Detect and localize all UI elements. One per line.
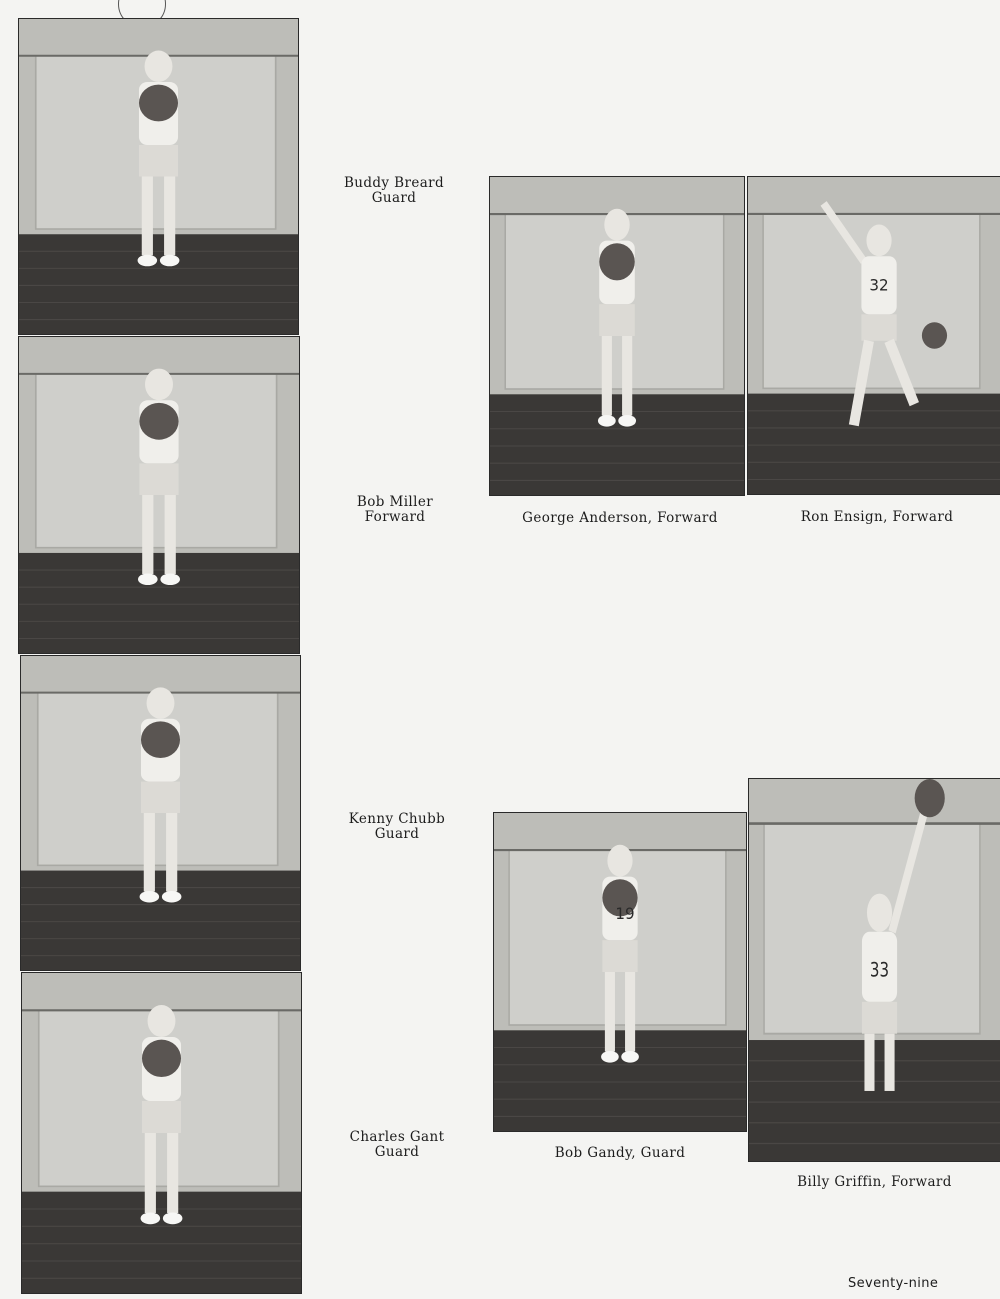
photo-scene (22, 973, 301, 1293)
head (148, 1005, 176, 1037)
left-leg (602, 336, 612, 416)
left-shoe (140, 891, 160, 903)
right-shoe (160, 255, 180, 267)
photo-scene (494, 813, 746, 1131)
gym-floor (490, 394, 744, 495)
player-name: Bob Miller (356, 494, 434, 510)
left-leg (145, 1133, 156, 1213)
player-name: Buddy Breard (343, 175, 445, 191)
caption-ron-ensign: Ron Ensign, Forward (800, 509, 954, 525)
right-leg (625, 972, 635, 1052)
player-position: Forward (364, 509, 426, 525)
right-leg (164, 177, 175, 256)
photo-kenny-chubb (21, 656, 300, 970)
photo-buddy-breard (19, 19, 298, 334)
left-leg (144, 813, 155, 892)
right-shoe (160, 573, 180, 585)
basketball (922, 322, 947, 348)
head (604, 209, 629, 241)
player-position: Guard (374, 826, 420, 842)
player-position: Guard (371, 190, 417, 206)
caption-bob-miller (335, 495, 455, 525)
basketball (915, 779, 945, 817)
shorts (861, 314, 896, 340)
right-leg (165, 495, 176, 574)
player-name: Kenny Chubb (348, 811, 446, 827)
left-leg (142, 495, 153, 574)
basketball (141, 721, 180, 758)
head (867, 894, 892, 932)
photo-george-anderson (490, 177, 744, 495)
right-leg (885, 1034, 895, 1091)
basketball (139, 403, 178, 440)
photo-scene (749, 779, 1000, 1161)
right-leg (166, 813, 177, 892)
photo-scene (490, 177, 744, 495)
shorts (142, 1101, 181, 1133)
jersey-number: 32 (869, 276, 889, 295)
left-shoe (598, 415, 616, 427)
head (147, 687, 175, 718)
basketball (599, 243, 635, 280)
right-leg (622, 336, 632, 416)
photo-scene (748, 177, 1000, 494)
left-leg (142, 177, 153, 256)
left-shoe (601, 1051, 619, 1063)
shorts (139, 463, 178, 495)
photo-bob-gandy (494, 813, 746, 1131)
photo-scene (19, 19, 298, 334)
photo-scene (19, 337, 299, 653)
shorts (599, 304, 635, 336)
shorts (602, 940, 637, 972)
basketball (139, 85, 178, 122)
photo-scene (21, 656, 300, 970)
caption-kenny-chubb (335, 812, 459, 842)
page-number: Seventy-nine (848, 1276, 939, 1291)
jersey-number: 19 (615, 904, 635, 924)
caption-buddy-breard (332, 176, 456, 206)
left-leg (864, 1034, 874, 1091)
head (145, 51, 173, 83)
photo-bob-miller (19, 337, 299, 653)
player-position: Guard (374, 1144, 420, 1160)
right-shoe (163, 1212, 183, 1224)
photo-charles-gant (22, 973, 301, 1293)
left-shoe (138, 255, 158, 267)
head (607, 845, 632, 877)
basketball (142, 1040, 181, 1077)
player-name: Charles Gant (349, 1129, 445, 1145)
photo-ron-ensign (748, 177, 1000, 494)
jersey-number: 33 (869, 959, 890, 982)
left-leg (605, 972, 615, 1052)
right-leg (167, 1133, 178, 1213)
right-shoe (618, 415, 636, 427)
shorts (862, 1002, 897, 1034)
caption-george-anderson: George Anderson, Forward (522, 510, 718, 526)
caption-billy-griffin: Billy Griffin, Forward (797, 1174, 952, 1190)
shorts (141, 782, 180, 813)
left-shoe (138, 573, 158, 585)
caption-charles-gant (335, 1130, 459, 1160)
head (145, 369, 173, 401)
photo-billy-griffin (749, 779, 1000, 1161)
right-shoe (621, 1051, 639, 1063)
shorts (139, 145, 178, 177)
gym-floor (19, 553, 299, 653)
head (866, 225, 891, 257)
left-shoe (141, 1212, 161, 1224)
right-shoe (162, 891, 182, 903)
caption-bob-gandy: Bob Gandy, Guard (554, 1145, 686, 1161)
